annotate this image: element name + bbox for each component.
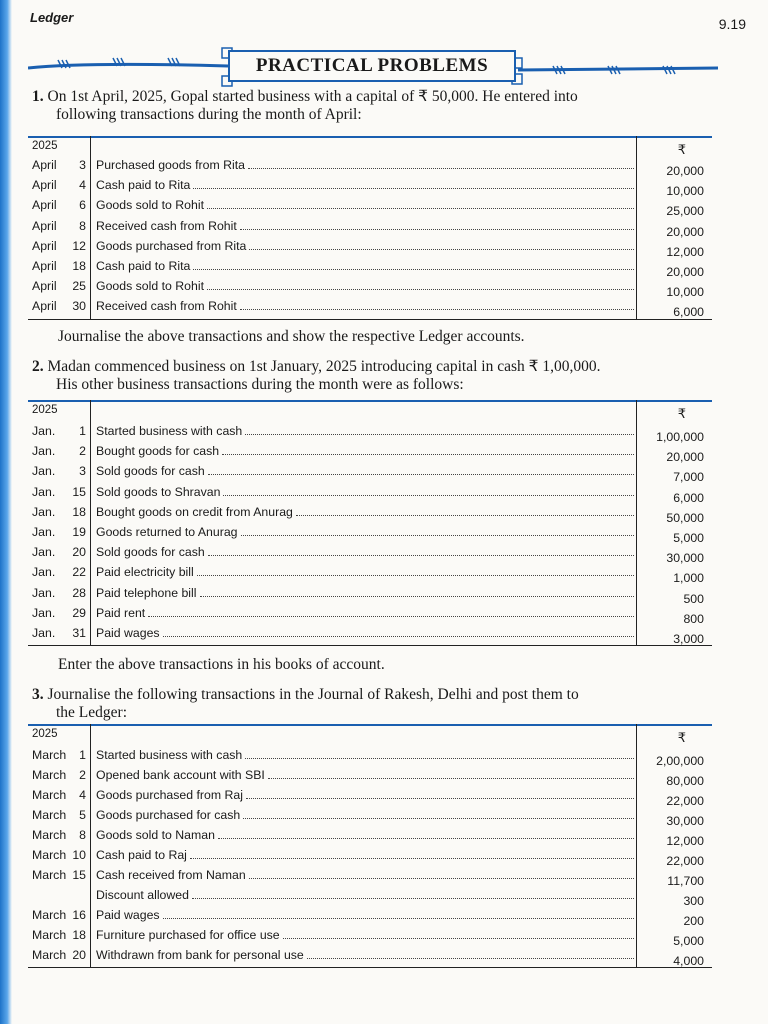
table-year: 2025 [32,404,58,416]
row-month: Jan. [32,444,56,459]
row-month: March [32,848,67,862]
problem-1-text [32,88,578,124]
dotted-leader [193,259,634,270]
row-day: 5 [79,808,86,822]
table-year: 2025 [32,140,58,152]
row-month: Jan. [32,484,56,499]
problem-1-instruction: Journalise the above transactions and show the respective Ledger accounts. [58,328,525,345]
transactions-table-2 [28,400,712,646]
dotted-leader [245,748,634,759]
row-description [96,239,634,253]
row-description [96,505,634,519]
row-description [96,788,634,802]
row-description-text: Opened bank account with SBI [96,768,265,782]
table-top-rule [28,400,712,402]
row-description [96,908,634,922]
row-amount: 5,000 [673,934,704,948]
row-month: Jan. [32,585,56,600]
row-day: 12 [72,238,86,253]
table-row [28,768,712,788]
dotted-leader [207,279,634,290]
row-description [96,259,634,273]
row-description-text: Cash paid to Rita [96,178,191,193]
row-description-text: Paid telephone bill [96,585,197,600]
problem-text-line1: On 1st April, 2025, Gopal started business with a capital of ₹ 50,000. He entered into [47,88,578,105]
row-day: 8 [79,218,86,233]
dotted-leader [193,178,634,189]
row-amount: 10,000 [666,285,704,300]
row-month: March [32,748,67,762]
row-day: 20 [72,948,86,962]
row-month: April [32,158,57,172]
row-amount: 5,000 [673,531,704,545]
currency-symbol: ₹ [677,730,686,745]
row-amount: 1,000 [673,571,704,586]
problem-number: 1. [32,88,44,105]
problem-2-instruction: Enter the above transactions in his books of account. [58,656,385,673]
row-day: 29 [72,605,86,620]
row-amount: 11,700 [667,874,704,888]
row-month: April [32,198,57,213]
row-description-text: Paid wages [96,626,160,640]
row-amount: 30,000 [666,551,704,566]
row-amount: 6,000 [673,490,704,505]
row-day: 31 [72,626,86,640]
table-row [28,545,712,565]
dotted-leader [148,606,634,617]
table-row [28,908,712,928]
dotted-leader [248,158,634,169]
row-description [96,219,634,233]
row-day: 15 [72,868,86,882]
transactions-table-1 [28,136,712,320]
dotted-leader [241,525,634,536]
row-amount: 25,000 [666,204,704,219]
table-row [28,748,712,768]
row-description-text: Discount allowed [96,888,189,902]
row-day: 18 [72,259,86,273]
problem-2-text [32,358,600,394]
row-amount: 20,000 [666,224,704,239]
row-description-text: Received cash from Rohit [96,218,237,233]
dotted-leader [249,239,634,250]
row-month: March [32,828,67,842]
row-month: Jan. [32,565,56,580]
table-row [28,259,712,279]
row-description-text: Paid rent [96,605,146,620]
row-description-text: Withdrawn from bank for personal use [96,948,304,962]
row-amount: 12,000 [666,244,704,259]
row-day: 1 [79,424,86,438]
dotted-leader [240,299,634,310]
row-day: 2 [79,768,86,782]
problem-text-line2: following transactions during the month of April: [56,106,362,123]
dotted-leader [283,928,634,939]
row-month: April [32,218,57,233]
dotted-leader [243,808,634,819]
row-amount: 500 [683,591,704,606]
row-description-text: Cash paid to Raj [96,848,187,862]
row-day: 15 [72,484,86,499]
row-description-text: Received cash from Rohit [96,299,237,314]
table-row [28,948,712,968]
row-description-text: Purchased goods from Rita [96,158,246,172]
row-day: 10 [72,848,86,862]
row-description-text: Goods sold to Naman [96,828,215,842]
row-day: 25 [72,279,86,294]
row-description-text: Goods purchased from Raj [96,788,243,802]
table-row [28,485,712,505]
dotted-leader [208,545,634,556]
dotted-leader [307,948,634,959]
row-month: March [32,808,67,822]
dotted-leader [207,198,634,209]
row-description [96,424,634,438]
row-month: Jan. [32,424,56,438]
table-row [28,848,712,868]
table-row [28,505,712,525]
dotted-leader [296,505,634,516]
table-row [28,198,712,218]
row-description [96,586,634,600]
row-month: March [32,768,67,782]
chapter-title: Ledger [30,10,74,25]
row-month: March [32,788,67,802]
transactions-table-3 [28,724,712,968]
dotted-leader [245,424,634,435]
dotted-leader [163,626,634,637]
dotted-leader [268,768,634,779]
row-description-text: Paid wages [96,908,160,922]
row-month: April [32,259,57,273]
table-row [28,788,712,808]
row-description-text: Bought goods for cash [96,444,220,459]
row-day: 1 [79,748,86,762]
row-month: March [32,908,67,922]
row-amount: 4,000 [673,954,704,968]
table-row [28,279,712,299]
row-description [96,545,634,559]
row-amount: 20,000 [666,164,704,178]
row-description-text: Goods returned to Anurag [96,525,238,539]
row-description [96,928,634,942]
row-description [96,178,634,192]
row-description [96,848,634,862]
row-amount: 3,000 [673,632,704,646]
dotted-leader [200,586,634,597]
table-row [28,565,712,585]
row-month: April [32,299,57,314]
table-row [28,219,712,239]
row-day: 28 [72,585,86,600]
table-row [28,424,712,444]
table-row [28,928,712,948]
row-amount: 10,000 [666,184,704,199]
row-description-text: Goods sold to Rohit [96,198,205,213]
row-description [96,948,634,962]
row-amount: 50,000 [666,510,704,525]
problem-text-line1: Journalise the following transactions in the Journal of Rakesh, Delhi and post them to [47,686,579,703]
row-description-text: Paid electricity bill [96,565,194,580]
table-row [28,464,712,484]
row-month: Jan. [32,545,56,560]
problem-text-line2: His other business transactions during the month were as follows: [56,376,464,393]
row-day: 2 [79,444,86,459]
row-description [96,158,634,172]
row-month: April [32,178,57,193]
dotted-leader [197,565,634,576]
row-day: 16 [72,908,86,922]
row-description [96,565,634,579]
row-amount: 20,000 [666,450,704,465]
row-day: 6 [79,198,86,213]
row-description [96,626,634,640]
row-amount: 80,000 [666,774,704,788]
row-description [96,525,634,539]
row-description-text: Started business with cash [96,424,243,438]
dotted-leader [246,788,634,799]
row-day: 18 [72,928,86,942]
row-description-text: Sold goods to Shravan [96,484,221,499]
problem-3-text [32,686,579,722]
row-description-text: Goods sold to Rohit [96,279,205,294]
row-description [96,888,634,902]
page-edge [0,0,12,1024]
dotted-leader [208,464,634,475]
row-amount: 800 [683,611,704,626]
row-amount: 300 [683,894,704,908]
table-top-rule [28,136,712,138]
table-year: 2025 [32,728,58,740]
currency-symbol: ₹ [677,142,686,157]
table-top-rule [28,724,712,726]
row-month: April [32,238,57,253]
row-month: March [32,928,67,942]
row-description [96,828,634,842]
problem-text-line1: Madan commenced business on 1st January, 2025 introducing capital in cash ₹ 1,00,000. [47,358,601,375]
row-description [96,808,634,822]
row-day: 20 [72,545,86,560]
problem-number: 3. [32,686,44,703]
row-amount: 200 [683,914,704,928]
row-description [96,868,634,882]
table-row [28,808,712,828]
table-row [28,586,712,606]
row-description-text: Cash paid to Rita [96,259,191,273]
page-number: 9.19 [718,16,746,32]
table-row [28,626,712,646]
dotted-leader [223,485,634,496]
problem-number: 2. [32,358,44,375]
row-month: April [32,279,57,294]
row-description [96,198,634,212]
row-amount: 7,000 [673,470,704,485]
practical-problems-banner: PRACTICAL PROBLEMS [228,50,516,82]
dotted-leader [240,219,634,230]
table-row [28,606,712,626]
row-day: 3 [79,158,86,172]
row-amount: 22,000 [666,794,704,808]
row-amount: 22,000 [666,854,704,868]
row-amount: 12,000 [666,834,704,848]
row-amount: 20,000 [666,265,704,279]
row-day: 30 [72,299,86,314]
row-description-text: Bought goods on credit from Anurag [96,504,293,519]
row-month: Jan. [32,525,56,539]
dotted-leader [163,908,634,919]
row-day: 4 [79,178,86,193]
table-row [28,444,712,464]
row-amount: 1,00,000 [656,430,704,444]
row-description-text: Started business with cash [96,748,243,762]
table-row [28,178,712,198]
row-description [96,279,634,293]
row-month: Jan. [32,605,56,620]
row-month: Jan. [32,626,56,640]
row-day: 3 [79,464,86,479]
row-amount: 6,000 [673,305,704,320]
row-description-text: Goods purchased for cash [96,808,241,822]
row-description-text: Goods purchased from Rita [96,238,247,253]
table-row [28,158,712,178]
table-row [28,525,712,545]
row-amount: 30,000 [666,814,704,828]
row-day: 8 [79,828,86,842]
row-description-text: Sold goods for cash [96,464,205,479]
dotted-leader [192,888,634,899]
currency-symbol: ₹ [677,406,686,421]
row-month: Jan. [32,504,56,519]
dotted-leader [222,444,634,455]
dotted-leader [249,868,634,879]
row-description [96,464,634,478]
row-day: 22 [72,565,86,580]
row-month: March [32,948,67,962]
table-row [28,828,712,848]
dotted-leader [218,828,634,839]
row-day: 18 [72,504,86,519]
row-description-text: Cash received from Naman [96,868,246,882]
row-description [96,299,634,313]
row-description [96,768,634,782]
row-amount: 2,00,000 [656,754,704,768]
row-day: 4 [79,788,86,802]
table-row [28,888,712,908]
table-row [28,239,712,259]
row-day: 19 [72,525,86,539]
row-description-text: Sold goods for cash [96,545,205,560]
problem-text-line2: the Ledger: [56,704,128,721]
row-month: Jan. [32,464,56,479]
row-description [96,748,634,762]
table-row [28,299,712,319]
row-description [96,606,634,620]
row-description [96,444,634,458]
dotted-leader [190,848,634,859]
row-month: March [32,868,67,882]
row-description [96,485,634,499]
table-row [28,868,712,888]
row-description-text: Furniture purchased for office use [96,928,280,942]
